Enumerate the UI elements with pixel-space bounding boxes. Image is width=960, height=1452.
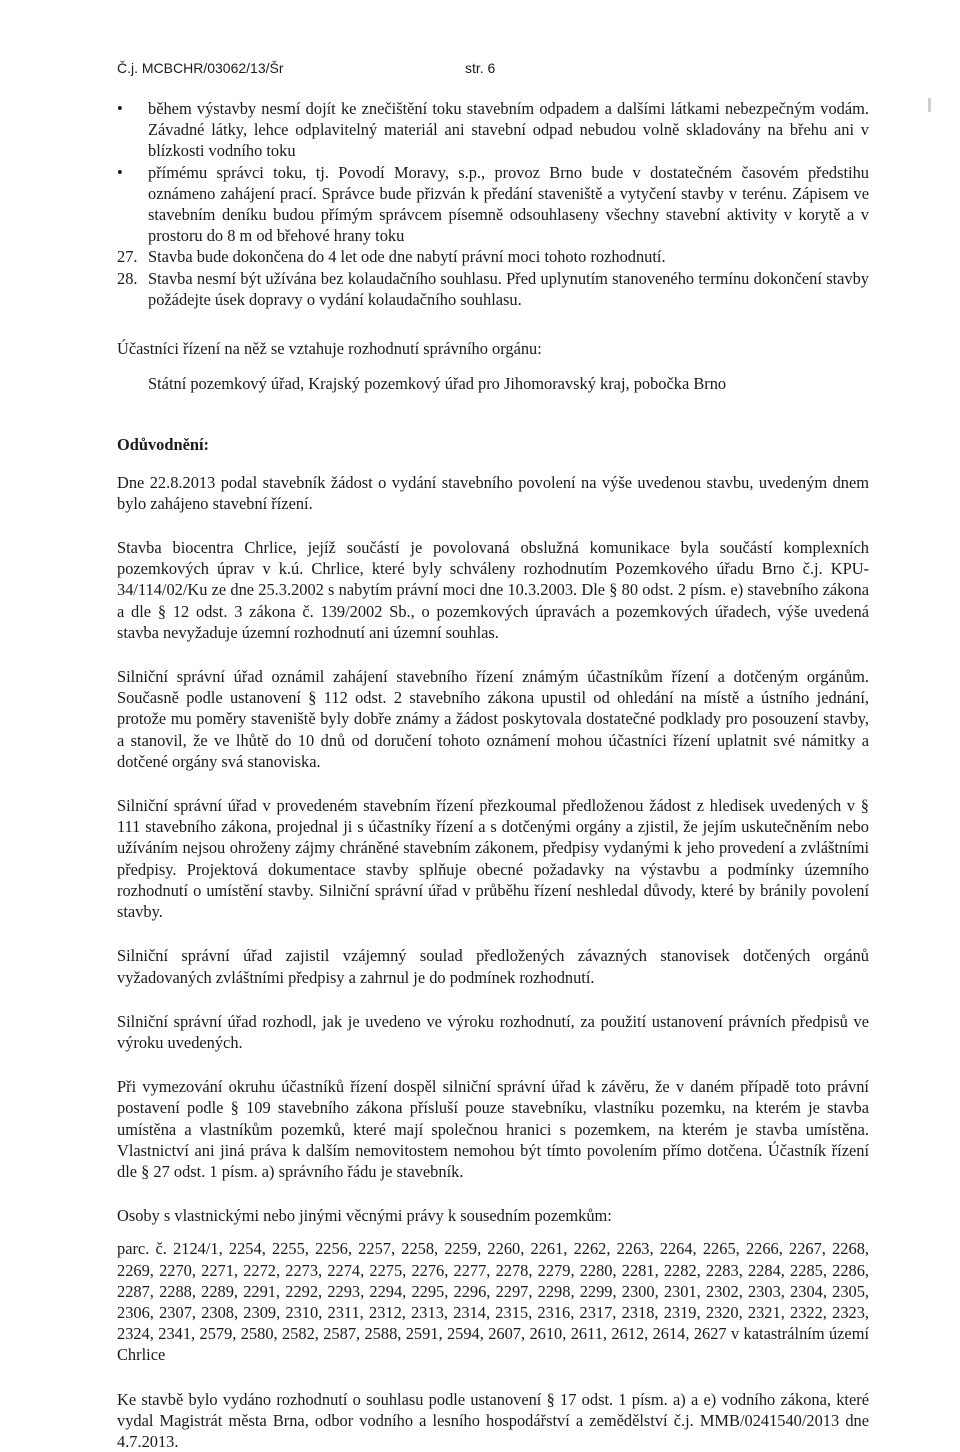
bullet-item: • přímému správci toku, tj. Povodí Moravy, s.p., provoz Brno bude v dostatečném časovém předstihu oznámeno zahájení prací. Správce bude přizván k předání staveniště a vytyčení stavby v terénu. Zápisem ve stavebním deníku budou přímým správcem písemně odsouhlaseny všechny stavební aktivity v korytě a v prostoru do 8 m od břehové hrany toku	[117, 162, 869, 246]
numbered-item: 27. Stavba bude dokončena do 4 let ode dne nabytí právní moci tohoto rozhodnutí.	[117, 247, 666, 267]
numbered-item: 28. Stavba nesmí být užívána bez kolaudačního souhlasu. Před uplynutím stanoveného termínu dokončení stavby požádejte úsek dopravy o vydání kolaudačního souhlasu.	[117, 268, 869, 309]
paragraph: Dne 22.8.2013 podal stavebník žádost o vydání stavebního povolení na výše uvedenou stavbu, uvedeným dnem bylo zahájeno stavební řízení.	[117, 472, 869, 513]
participant: Státní pozemkový úřad, Krajský pozemkový úřad pro Jihomoravský kraj, pobočka Brno	[148, 374, 727, 394]
document-reference: Č.j. MCBCHR/03062/13/Šr	[117, 60, 284, 76]
bullet-icon: •	[117, 162, 123, 182]
paragraph: Stavba biocentra Chrlice, jejíž součástí je povolovaná obslužná komunikace byla součástí komplexních pozemkových úprav v k.ú. Chrlice, které byly schváleny rozhodnutím Pozemkového úřadu Brno č.j. KPU-34/114/02/Ku ze dne 25.3.2002 s nabytím právní moci dne 10.3.2003. Dle § 80 odst. 2 písm. e) stavebního zákona a dle § 12 odst. 3 zákona č. 139/2002 Sb., o pozemkových úpravách a pozemkových úřadech, výše uvedená stavba nevyžaduje územní rozhodnutí ani územní souhlas.	[117, 538, 869, 642]
page-number: str. 6	[465, 60, 496, 76]
paragraph: Silniční správní úřad rozhodl, jak je uvedeno ve výroku rozhodnutí, za použití ustanovení právních předpisů ve výroku uvedených.	[117, 1011, 869, 1052]
parcel-list: parc. č. 2124/1, 2254, 2255, 2256, 2257, 2258, 2259, 2260, 2261, 2262, 2263, 2264, 2265, 2266, 2267, 2268, 2269, 2270, 2271, 2272, 2273, 2274, 2275, 2276, 2277, 2278, 2279, 2280, 2281, 2282, 2283, 2284, 2285, 2286, 2287, 2288, 2289, 2291, 2292, 2293, 2294, 2295, 2296, 2297, 2298, 2299, 2300, 2301, 2302, 2303, 2304, 2305, 2306, 2307, 2308, 2309, 2310, 2311, 2312, 2313, 2314, 2315, 2316, 2317, 2318, 2319, 2320, 2321, 2322, 2323, 2324, 2341, 2579, 2580, 2582, 2587, 2588, 2591, 2594, 2607, 2610, 2611, 2612, 2614, 2627 v katastrálním území Chrlice	[117, 1239, 869, 1365]
participants-intro: Účastníci řízení na něž se vztahuje rozhodnutí správního orgánu:	[117, 339, 542, 359]
section-heading: Odůvodnění:	[117, 435, 210, 455]
bullet-item: • během výstavby nesmí dojít ke znečištění toku stavebním odpadem a dalšími látkami nebezpečným vodám. Závadné látky, lehce odplavitelný materiál ani stavební odpad nebudou volně skladovány na břehu ani v blízkosti vodního toku	[117, 99, 869, 161]
paragraph: Ke stavbě bylo vydáno rozhodnutí o souhlasu podle ustanovení § 17 odst. 1 písm. a) a e) vodního zákona, které vydal Magistrát města Brna, odbor vodního a lesního hospodářství a zemědělství č.j. MMB/0241540/2013 dne 4.7.2013.	[117, 1389, 869, 1451]
bullet-icon: •	[117, 99, 123, 118]
paragraph: Silniční správní úřad oznámil zahájení stavebního řízení známým účastníkům řízení a dotčeným orgánům. Současně podle ustanovení § 112 odst. 2 stavebního zákona upustil od ohledání na místě a ústního jednání, protože mu poměry staveniště byly dobře známy a žádost poskytovala dostatečné podklady pro posouzení stavby, a stanovil, že ve lhůtě do 10 dnů od doručení tohoto oznámení mohou účastníci řízení uplatnit své námitky a dotčené orgány svá stanoviska.	[117, 667, 869, 771]
paragraph: Osoby s vlastnickými nebo jinými věcnými právy k sousedním pozemkům:	[117, 1206, 612, 1226]
page-header	[117, 60, 496, 76]
document-body	[117, 98, 869, 1452]
paragraph: Při vymezování okruhu účastníků řízení dospěl silniční správní úřad k závěru, že v daném případě toto právní postavení podle § 109 stavebního zákona přísluší pouze stavebníku, vlastníku pozemku, na kterém je stavba umístěna a vlastníkům pozemků, které mají společnou hranici s pozemkem, na kterém je stavba umístěna. Vlastnictví ani jiná práva k dalším nemovitostem nemohou být tímto povolením přímo dotčena. Účastník řízení dle § 27 odst. 1 písm. a) správního řádu je stavebník.	[117, 1077, 869, 1181]
scan-mark	[928, 98, 931, 112]
paragraph: Silniční správní úřad zajistil vzájemný soulad předložených závazných stanovisek dotčených orgánů vyžadovaných zvláštními předpisy a zahrnul je do podmínek rozhodnutí.	[117, 946, 869, 987]
paragraph: Silniční správní úřad v provedeném stavebním řízení přezkoumal předloženou žádost z hledisek uvedených v § 111 stavebního zákona, projednal ji s účastníky řízení a s dotčenými orgány a zjistil, že jejím uskutečněním nebo užíváním nejsou ohroženy zájmy chráněné stavebním zákonem, předpisy vydanými k jeho provedení a zvláštními předpisy. Projektová dokumentace stavby splňuje obecné požadavky na výstavbu a podmínky územního rozhodnutí o umístění stavby. Silniční správní úřad v průběhu řízení neshledal důvody, které by bránily povolení stavby.	[117, 796, 869, 922]
